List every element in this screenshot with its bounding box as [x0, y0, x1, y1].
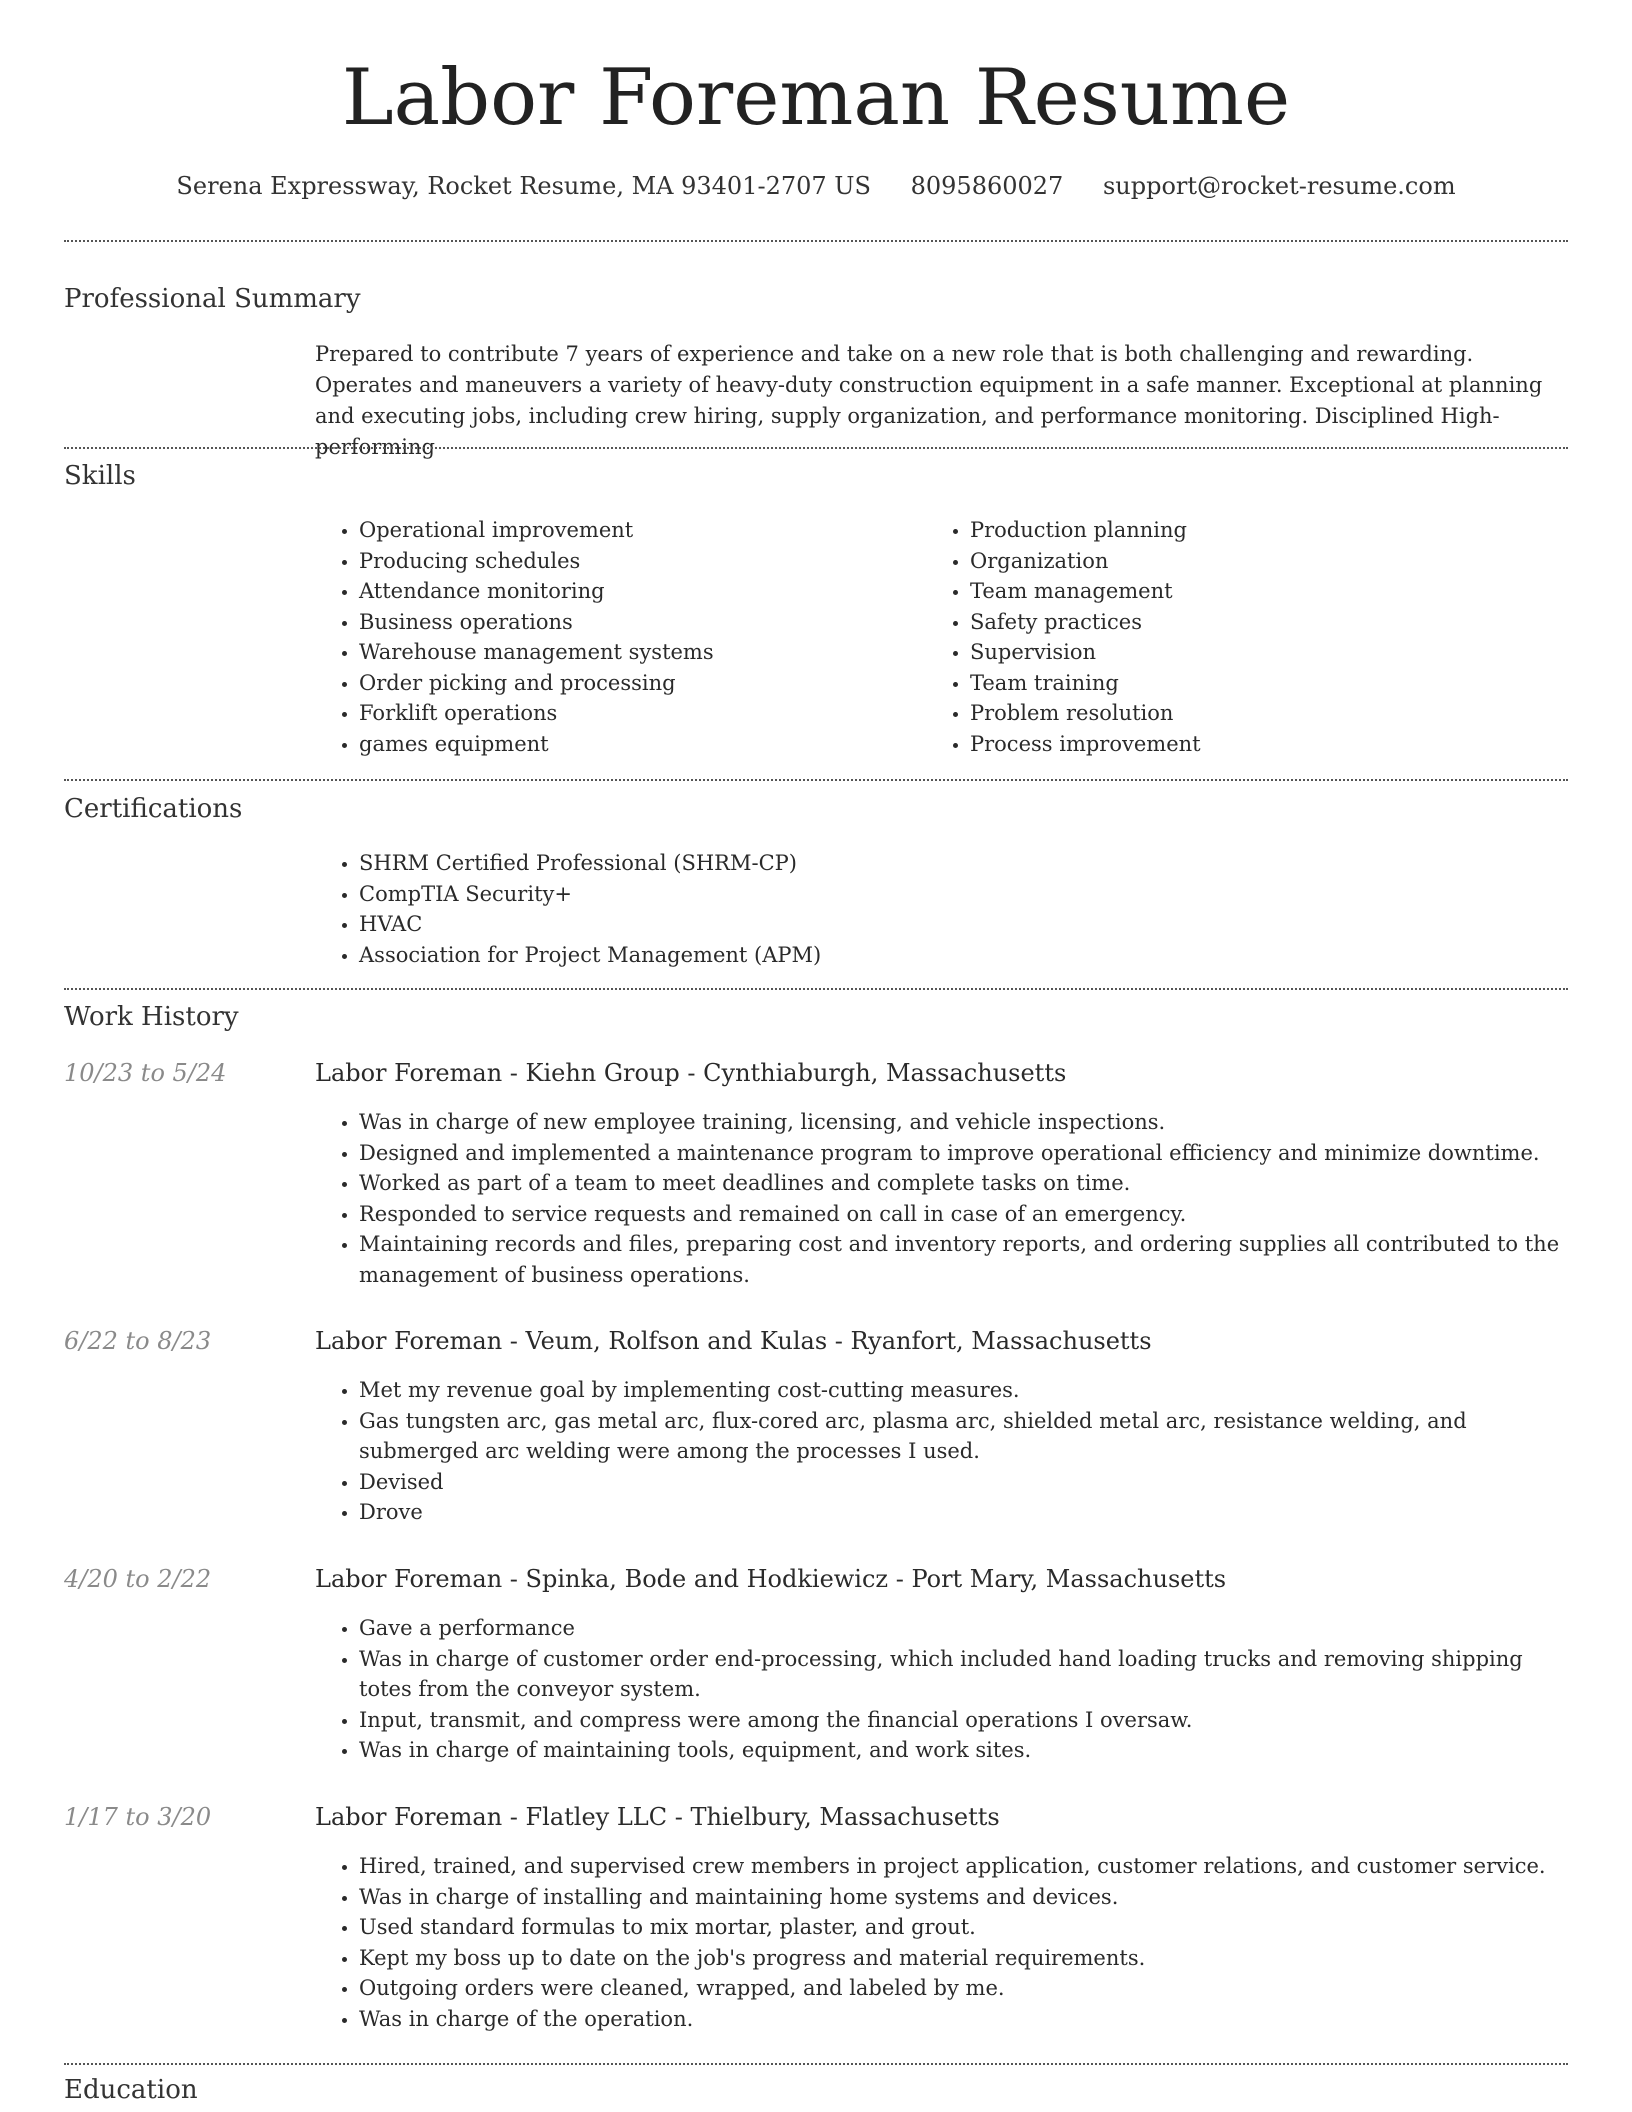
skills-list-left	[315, 515, 919, 759]
skill-item: • Team training	[970, 668, 1570, 699]
contact-line	[0, 170, 1632, 202]
skill-item: • Safety practices	[970, 607, 1570, 638]
skill-item: • Process improvement	[970, 729, 1570, 760]
job-date: 4/20 to 2/22	[64, 1565, 212, 1593]
job-bullet: • Used standard formulas to mix mortar, plaster, and grout.	[359, 1912, 1579, 1943]
job-bullet: • Was in charge of new employee training, licensing, and vehicle inspections.	[359, 1107, 1579, 1138]
skill-item: • Operational improvement	[359, 515, 919, 546]
job-bullet: • Gave a performance	[359, 1613, 1579, 1644]
job-bullet: • Drove	[359, 1497, 1579, 1528]
job-date: 1/17 to 3/20	[64, 1803, 212, 1831]
skill-item: • Production planning	[970, 515, 1570, 546]
job-bullet: • Gas tungsten arc, gas metal arc, flux-cored arc, plasma arc, shielded metal arc, resistance welding, and submerged arc welding were among the processes I used.	[359, 1406, 1579, 1467]
job-date: 10/23 to 5/24	[64, 1059, 227, 1087]
job-bullet: • Maintaining records and files, preparing cost and inventory reports, and ordering supplies all contributed to the management of business operations.	[359, 1229, 1579, 1290]
divider	[64, 240, 1568, 242]
contact-email: support@rocket-resume.com	[1102, 172, 1456, 200]
skill-item: • Supervision	[970, 637, 1570, 668]
divider	[64, 447, 1568, 449]
job-bullet: • Designed and implemented a maintenance program to improve operational efficiency and minimize downtime.	[359, 1138, 1579, 1169]
skill-item: • Attendance monitoring	[359, 576, 919, 607]
job-bullet: • Outgoing orders were cleaned, wrapped, and labeled by me.	[359, 1973, 1579, 2004]
certification-item: • CompTIA Security+	[359, 879, 1559, 910]
job-bullets	[315, 1375, 1579, 1528]
job-bullet: • Worked as part of a team to meet deadlines and complete tasks on time.	[359, 1168, 1579, 1199]
job-title: Labor Foreman - Spinka, Bode and Hodkiewicz - Port Mary, Massachusetts	[315, 1565, 1227, 1593]
skill-item: • Forklift operations	[359, 698, 919, 729]
skill-item: • Producing schedules	[359, 546, 919, 577]
skill-item: • Warehouse management systems	[359, 637, 919, 668]
job-bullet: • Input, transmit, and compress were among the financial operations I oversaw.	[359, 1705, 1579, 1736]
certification-item: • HVAC	[359, 909, 1559, 940]
job-bullet: • Devised	[359, 1467, 1579, 1498]
job-date: 6/22 to 8/23	[64, 1327, 212, 1355]
job-bullets	[315, 1613, 1579, 1766]
job-bullet: • Met my revenue goal by implementing cost-cutting measures.	[359, 1375, 1579, 1406]
job-bullet: • Was in charge of maintaining tools, equipment, and work sites.	[359, 1735, 1579, 1766]
job-title: Labor Foreman - Flatley LLC - Thielbury, Massachusetts	[315, 1803, 1000, 1831]
job-bullet: • Was in charge of installing and maintaining home systems and devices.	[359, 1882, 1579, 1913]
section-heading-summary: Professional Summary	[64, 284, 361, 314]
skills-list-right	[926, 515, 1570, 759]
job-bullets	[315, 1851, 1579, 2034]
job-bullet: • Hired, trained, and supervised crew members in project application, customer relations, and customer service.	[359, 1851, 1579, 1882]
contact-address: Serena Expressway, Rocket Resume, MA 93401-2707 US	[176, 172, 871, 200]
section-heading-education: Education	[64, 2075, 198, 2105]
section-heading-certifications: Certifications	[64, 794, 243, 824]
skill-item: • Team management	[970, 576, 1570, 607]
certifications-list	[315, 848, 1559, 970]
certification-item: • SHRM Certified Professional (SHRM-CP)	[359, 848, 1559, 879]
section-heading-skills: Skills	[64, 461, 136, 491]
skill-item: • Order picking and processing	[359, 668, 919, 699]
job-title: Labor Foreman - Kiehn Group - Cynthiaburgh, Massachusetts	[315, 1059, 1067, 1087]
job-bullet: • Was in charge of customer order end-processing, which included hand loading trucks and removing shipping totes from the conveyor system.	[359, 1644, 1579, 1705]
resume-title: Labor Foreman Resume	[341, 53, 1291, 143]
skill-item: • games equipment	[359, 729, 919, 760]
skill-item: • Organization	[970, 546, 1570, 577]
job-bullet: • Kept my boss up to date on the job's progress and material requirements.	[359, 1943, 1579, 1974]
summary-text: Prepared to contribute 7 years of experience and take on a new role that is both challenging and rewarding. Operates and maneuvers a variety of heavy-duty construction equipment in a safe manner. Exceptional at planning and executing jobs, including crew hiring, supply organization, and performance monitoring. Disciplined High-performing	[315, 342, 1543, 459]
job-bullet: • Responded to service requests and remained on call in case of an emergency.	[359, 1199, 1579, 1230]
divider	[64, 988, 1568, 990]
divider	[64, 779, 1568, 781]
job-title: Labor Foreman - Veum, Rolfson and Kulas - Ryanfort, Massachusetts	[315, 1327, 1152, 1355]
divider	[64, 2063, 1568, 2065]
skill-item: • Problem resolution	[970, 698, 1570, 729]
certification-item: • Association for Project Management (APM)	[359, 940, 1559, 971]
job-bullets	[315, 1107, 1579, 1290]
section-heading-work-history: Work History	[64, 1002, 239, 1032]
skill-item: • Business operations	[359, 607, 919, 638]
contact-phone: 8095860027	[910, 172, 1064, 200]
job-bullet: • Was in charge of the operation.	[359, 2004, 1579, 2035]
